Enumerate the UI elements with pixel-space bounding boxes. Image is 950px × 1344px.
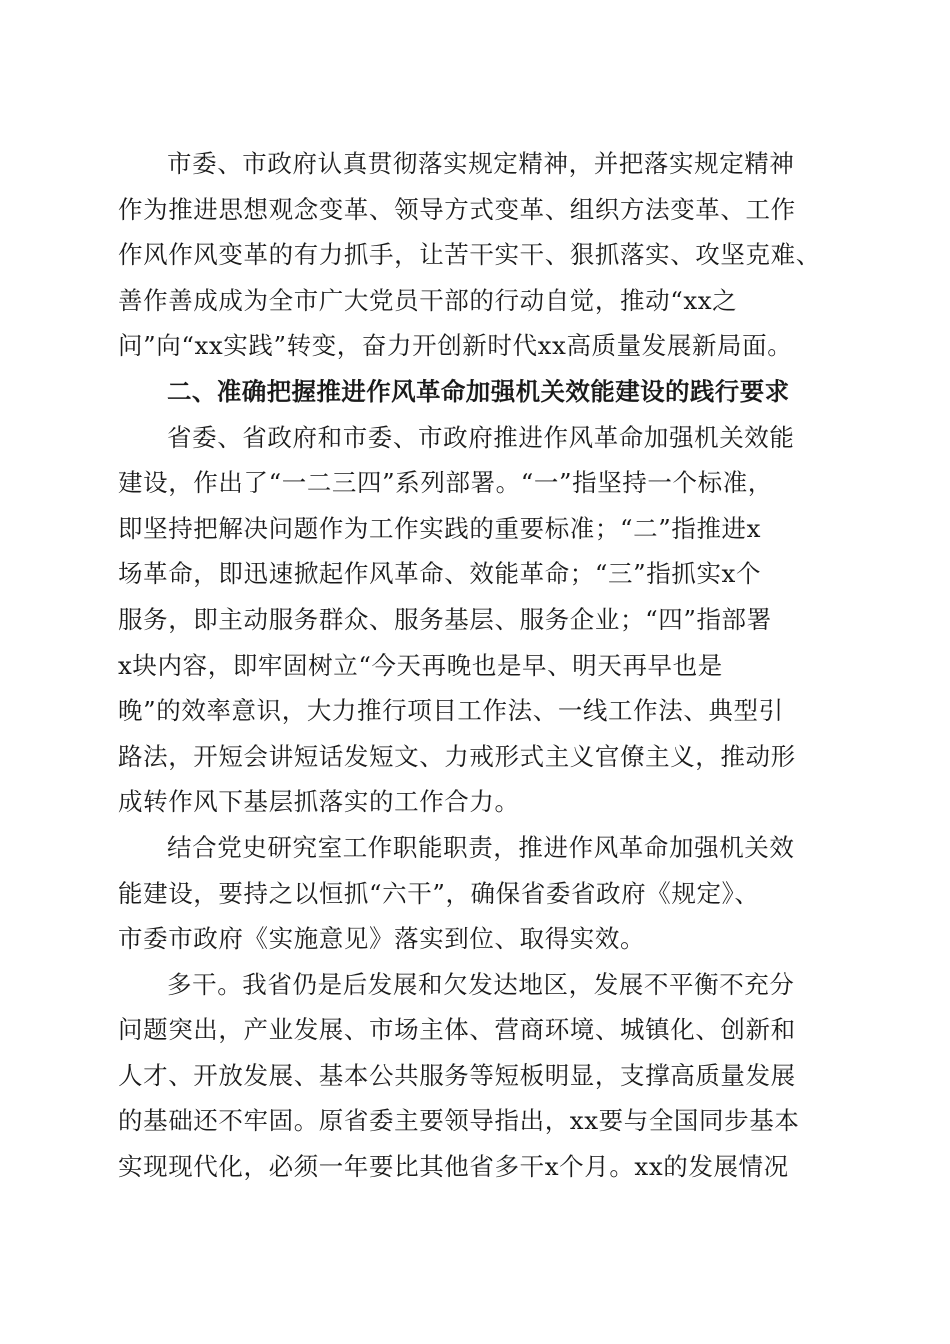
text-line: 能建设，要持之以恒抓“六干”，确保省委省政府《规定》、 [118, 878, 760, 908]
text-line: 人才、开放发展、基本公共服务等短板明显，支撑高质量发展 [118, 1060, 796, 1090]
text-line: 省委、省政府和市委、市政府推进作风革命加强机关效能 [167, 422, 795, 452]
text-line: 晚”的效率意识，大力推行项目工作法、一线工作法、典型引 [118, 696, 784, 726]
heading-text: 二、准确把握推进作风革命加强机关效能建设的践行要求 [167, 376, 790, 406]
text-line: 的基础还不牢固。原省委主要领导指出，xx要与全国同步基本 [118, 1106, 800, 1136]
text-line: 市委市政府《实施意见》落实到位、取得实效。 [118, 924, 646, 954]
text-line: 问题突出，产业发展、市场主体、营商环境、城镇化、创新和 [118, 1015, 796, 1045]
paragraph-3 [118, 825, 838, 962]
text-line: 建设，作出了“一二三四”系列部署。“一”指坚持一个标准， [118, 468, 773, 498]
text-line: 市委、市政府认真贯彻落实规定精神，并把落实规定精神 [167, 149, 795, 178]
text-line: 作为推进思想观念变革、领导方式变革、组织方法变革、工作 [118, 194, 796, 224]
text-line: 多干。我省仍是后发展和欠发达地区，发展不平衡不充分 [167, 969, 795, 999]
text-line: 问”向“xx实践”转变，奋力开创新时代xx高质量发展新局面。 [118, 331, 793, 361]
text-line: 作风作风变革的有力抓手，让苦干实干、狠抓落实、攻坚克难、 [118, 240, 821, 270]
text-line: x块内容，即牢固树立“今天再晚也是早、明天再早也是 [118, 650, 723, 680]
text-line: 场革命，即迅速掀起作风革命、效能革命；“三”指抓实x个 [118, 559, 762, 589]
text-line: 结合党史研究室工作职能职责，推进作风革命加强机关效 [167, 832, 795, 862]
text-line: 路法，开短会讲短话发短文、力戒形式主义官僚主义，推动形 [118, 741, 796, 771]
document-body [118, 141, 838, 1190]
section-heading [118, 369, 838, 415]
text-line: 成转作风下基层抓落实的工作合力。 [118, 787, 520, 817]
paragraph-2 [118, 415, 838, 825]
paragraph-4 [118, 962, 838, 1190]
text-line: 实现现代化，必须一年要比其他省多干x个月。xx的发展情况 [118, 1152, 789, 1182]
text-line: 服务，即主动服务群众、服务基层、服务企业；“四”指部署 [118, 604, 772, 634]
text-line: 即坚持把解决问题作为工作实践的重要标准；“二”指推进x [118, 513, 762, 543]
text-line: 善作善成成为全市广大党员干部的行动自觉，推动“xx之 [118, 285, 738, 315]
paragraph-1 [118, 141, 838, 369]
